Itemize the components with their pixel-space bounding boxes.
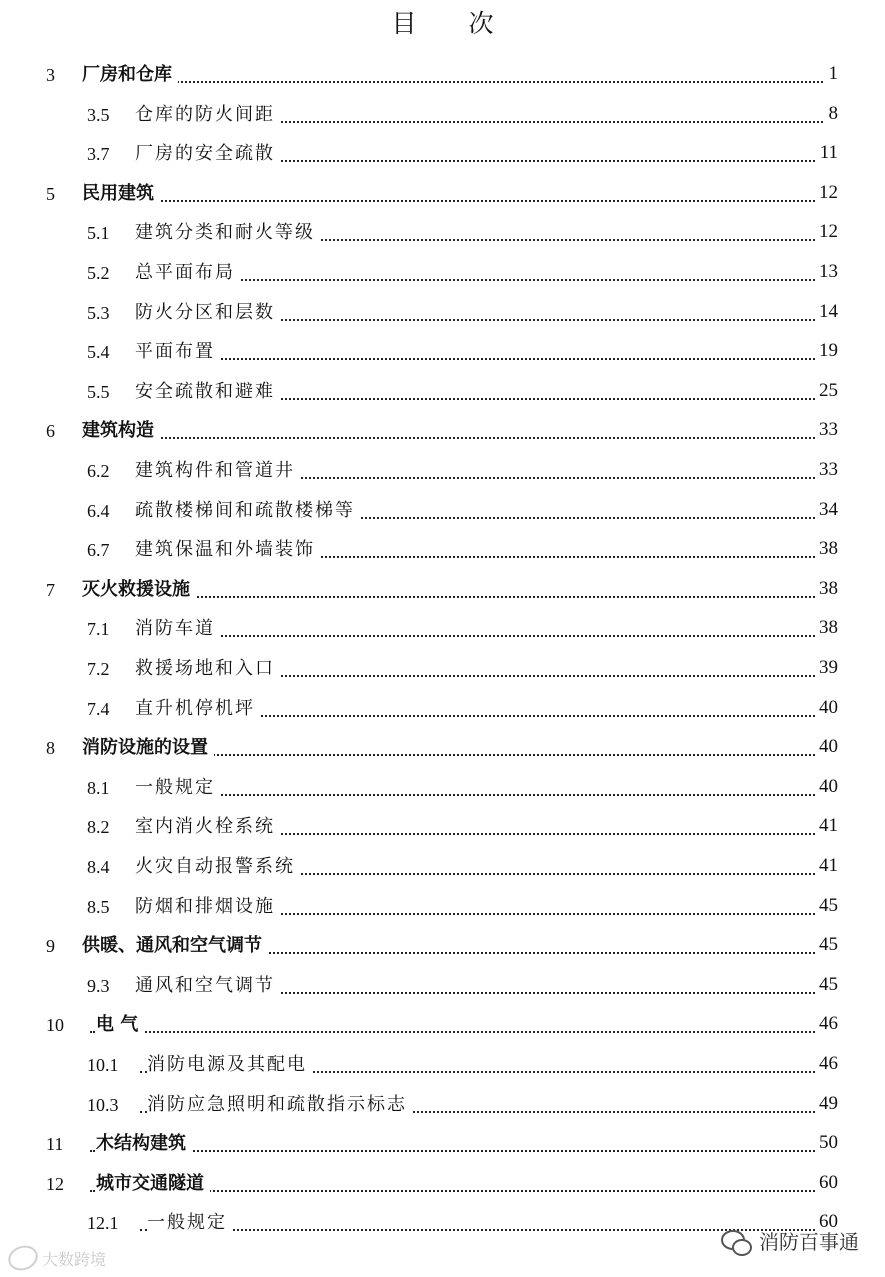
- toc-entry-number: 11: [46, 1134, 64, 1155]
- dot-leader: [90, 1031, 827, 1033]
- toc-entry-title: 消防电源及其配电: [147, 1050, 313, 1076]
- toc-entry-page: 45: [815, 934, 838, 956]
- toc-entry-title: 总平面布局: [135, 258, 241, 284]
- toc-entry-title: 建筑构造: [82, 416, 160, 442]
- wechat-icon: [721, 1228, 751, 1254]
- toc-entry-page: 1: [825, 63, 839, 85]
- toc-entry-number: 8: [46, 738, 55, 759]
- toc-entry-number: 7: [46, 579, 55, 600]
- toc-entry-title: 电 气: [96, 1010, 144, 1036]
- watermark-logo-icon: [5, 1242, 41, 1275]
- toc-entry-page: 13: [815, 261, 838, 283]
- toc-entry[interactable]: [0, 610, 885, 646]
- toc-entry[interactable]: [0, 373, 885, 409]
- toc-entry-title: 厂房和仓库: [82, 60, 178, 86]
- toc-entry-page: 40: [815, 697, 838, 719]
- toc-entry-page: 60: [815, 1211, 838, 1233]
- toc-entry[interactable]: [0, 1165, 885, 1201]
- toc-entry[interactable]: [0, 1046, 885, 1082]
- toc-entry[interactable]: [0, 769, 885, 805]
- toc-entry-number: 3: [46, 65, 55, 85]
- dot-leader: [90, 200, 827, 202]
- toc-entry-page: 38: [815, 578, 838, 600]
- watermark-left-text: 大数跨境: [42, 1249, 107, 1269]
- toc-entry-page: 45: [815, 974, 838, 996]
- toc-entry-title: 救援场地和入口: [135, 654, 281, 680]
- toc-entry-page: 60: [815, 1172, 838, 1194]
- toc-entry-title: 消防应急照明和疏散指示标志: [147, 1090, 413, 1116]
- dot-leader: [90, 437, 827, 439]
- toc-entry-page: 8: [825, 103, 839, 125]
- toc-entry-title: 民用建筑: [82, 179, 160, 205]
- toc-entry-title: 通风和空气调节: [135, 971, 281, 997]
- toc-entry[interactable]: [0, 412, 885, 448]
- toc-entry-title: 防烟和排烟设施: [135, 892, 281, 918]
- toc-entry[interactable]: [0, 214, 885, 250]
- toc-entry[interactable]: [0, 531, 885, 567]
- toc-entry[interactable]: [0, 294, 885, 330]
- toc-entry-number: 6.2: [87, 461, 110, 481]
- toc-entry-title: 平面布置: [135, 337, 221, 363]
- toc-entry[interactable]: [0, 56, 885, 92]
- toc-entry[interactable]: [0, 1006, 885, 1042]
- dot-leader: [140, 794, 827, 796]
- toc-entry-number: 12.1: [87, 1213, 119, 1234]
- toc-entry[interactable]: [0, 333, 885, 369]
- toc-entry[interactable]: [0, 452, 885, 488]
- toc-entry-number: 8.5: [87, 896, 110, 917]
- toc-entry-page: 19: [815, 340, 838, 362]
- toc-entry-number: 8.4: [87, 857, 110, 877]
- toc-entry-number: 6: [46, 421, 55, 442]
- toc-entry-page: 34: [815, 499, 838, 521]
- toc-entry-page: 25: [815, 380, 838, 402]
- toc-entry[interactable]: [0, 967, 885, 1003]
- toc-entry-page: 39: [815, 657, 838, 679]
- toc-entry-number: 7.4: [87, 698, 110, 719]
- toc-entry-page: 45: [815, 895, 838, 917]
- toc-entry-number: 10: [46, 1015, 64, 1036]
- toc-entry-page: 33: [815, 419, 838, 441]
- toc-entry-title: 直升机停机坪: [135, 694, 261, 720]
- dot-leader: [90, 81, 827, 83]
- toc-entry-page: 12: [815, 221, 838, 243]
- toc-entry-number: 5.2: [87, 263, 110, 283]
- toc-entry[interactable]: [0, 848, 885, 884]
- toc-entry[interactable]: [0, 1125, 885, 1161]
- toc-entry-title: 火灾自动报警系统: [135, 852, 301, 878]
- watermark-left: [8, 1246, 106, 1270]
- toc-entry-number: 7.1: [87, 619, 110, 640]
- toc-entry-page: 46: [815, 1013, 838, 1035]
- toc-entry-title: 防火分区和层数: [135, 298, 281, 324]
- toc-entry[interactable]: [0, 690, 885, 726]
- toc-entry-title: 室内消火栓系统: [135, 812, 281, 838]
- toc-entry-page: 38: [815, 538, 838, 560]
- toc-entry[interactable]: [0, 571, 885, 607]
- toc-entry-page: 41: [815, 815, 838, 837]
- dot-leader: [140, 635, 827, 637]
- toc-entry-number: 8.1: [87, 777, 110, 798]
- toc-entry-page: 33: [815, 459, 838, 481]
- toc-entry[interactable]: [0, 96, 885, 132]
- toc-entry-number: 6.4: [87, 500, 110, 521]
- toc-entry[interactable]: [0, 135, 885, 171]
- toc-entry-page: 41: [815, 855, 838, 877]
- toc-entry[interactable]: [0, 650, 885, 686]
- toc-entry-number: 9: [46, 936, 55, 957]
- toc-entry-number: 5.1: [87, 223, 110, 244]
- toc-entry[interactable]: [0, 729, 885, 765]
- toc-entry-title: 木结构建筑: [96, 1129, 192, 1155]
- toc-entry-number: 8.2: [87, 817, 110, 838]
- toc-entry-page: 49: [815, 1093, 838, 1115]
- toc-entry-page: 14: [815, 301, 838, 323]
- watermark-right-text: 消防百事通: [759, 1230, 859, 1254]
- toc-entry-number: 5.3: [87, 302, 110, 323]
- toc-entry-title: 仓库的防火间距: [135, 100, 281, 126]
- toc-entry[interactable]: [0, 254, 885, 290]
- toc-entry-number: 5.4: [87, 342, 110, 363]
- toc-entry-number: 5.5: [87, 381, 110, 402]
- toc-entry[interactable]: [0, 492, 885, 528]
- toc-entry-number: 3.5: [87, 104, 110, 125]
- toc-entry-title: 一般规定: [135, 773, 221, 799]
- toc-entry-title: 建筑保温和外墙装饰: [135, 535, 321, 561]
- toc-entry-page: 50: [815, 1132, 838, 1154]
- toc-entry-page: 40: [815, 776, 838, 798]
- toc-entry-page: 12: [815, 182, 838, 204]
- toc-entry-number: 9.3: [87, 975, 110, 996]
- toc-entry-title: 城市交通隧道: [96, 1169, 210, 1195]
- toc-entry-title: 建筑分类和耐火等级: [135, 218, 321, 244]
- toc-entry-page: 38: [815, 617, 838, 639]
- toc-entry-page: 40: [815, 736, 838, 758]
- toc-entry-page: 11: [816, 142, 838, 164]
- toc-entry[interactable]: [0, 927, 885, 963]
- dot-leader: [140, 358, 827, 360]
- toc-entry-number: 6.7: [87, 540, 110, 561]
- dot-leader: [90, 596, 827, 598]
- toc-entry-number: 5: [46, 183, 55, 204]
- toc-entry-title: 安全疏散和避难: [135, 377, 281, 403]
- page-title: 目 次: [391, 9, 516, 38]
- toc-entry-title: 一般规定: [147, 1208, 233, 1234]
- toc-entry-title: 灭火救援设施: [82, 575, 196, 601]
- toc-entry-number: 10.3: [87, 1094, 119, 1115]
- toc-entry-title: 疏散楼梯间和疏散楼梯等: [135, 496, 361, 522]
- toc-entry-title: 消防车道: [135, 614, 221, 640]
- toc-entry-page: 46: [815, 1053, 838, 1075]
- dot-leader: [90, 1150, 827, 1152]
- toc-entry-title: 建筑构件和管道井: [135, 456, 301, 482]
- toc-entry-number: 7.2: [87, 659, 110, 679]
- toc-entry[interactable]: [0, 808, 885, 844]
- toc-entry-title: 厂房的安全疏散: [135, 139, 281, 165]
- watermark-right: [721, 1226, 859, 1255]
- dot-leader: [140, 279, 827, 281]
- toc-entry[interactable]: [0, 175, 885, 211]
- toc-entry-title: 供暖、通风和空气调节: [82, 931, 268, 957]
- toc-entry[interactable]: [0, 1086, 885, 1122]
- toc-entry-number: 12: [46, 1173, 64, 1194]
- toc-entry-number: 10.1: [87, 1055, 119, 1075]
- toc-entry-number: 3.7: [87, 144, 110, 165]
- toc-entry[interactable]: [0, 888, 885, 924]
- toc-entry-title: 消防设施的设置: [82, 733, 214, 759]
